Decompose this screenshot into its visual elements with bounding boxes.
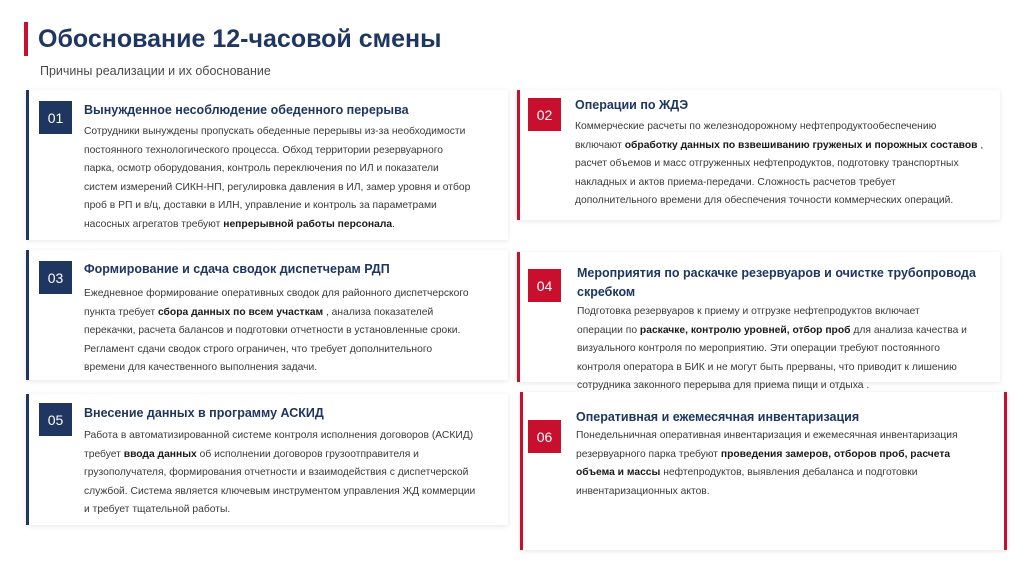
card-accent-edge [517,90,520,220]
highlight-text: сбора данных по всем участкам [157,306,324,318]
reason-card-05 [26,394,508,525]
card-number-badge: 02 [528,98,561,131]
card-text: Сотрудники вынуждены пропускать обеденные перерывы из-за необходимости постоянного технологического процесса. Обход территории резервуарного парка, осмотр оборудования, контроль переключения по ИЛ и показатели систем измерений СИКН-НП, регулировка давления в ИЛ, замер уровня и отбор проб в РП и в/ц, доставки в ИЛН, управление и контроль за параметрами насосных агрегатов требуют непрерывной работы персонала. [84,126,471,230]
highlight-text: ввода данных [123,448,197,460]
page-title: Обоснование 12-часовой смены [38,25,442,53]
page-subtitle: Причины реализации и их обоснование [40,64,271,78]
highlight-text: непрерывной работы персонала [223,218,393,230]
reason-card-02 [517,90,1000,220]
card-accent-edge [517,252,520,382]
reason-card-01 [26,90,508,240]
card-title: Формирование и сдача сводок диспетчерам РДП [84,262,390,276]
card-text: Ежедневное формирование оперативных сводок для районного диспетчерского пункта требует сбора данных по всем участкам , анализа показателей перекачки, расчета балансов и подготовки отчетности в установленные сроки. Регламент сдачи сводок строго ограничен, что требует дополнительного времени для качественного выполнения задачи. [84,288,469,373]
card-title: Вынужденное несоблюдение обеденного перерыва [84,103,409,117]
card-number-badge: 01 [39,101,72,134]
reason-card-06 [520,392,1007,550]
card-title: Оперативная и ежемесячная инвентаризация [576,410,860,424]
highlight-text: раскачке, контролю уровней, отбор проб [639,324,851,336]
highlight-text: обработку данных по взвешиванию груженых и порожных составов [624,139,978,151]
card-accent-edge [26,394,29,525]
highlight-text: проведения замеров, отборов проб, расчета [720,448,951,460]
card-title: Внесение данных в программу АСКИД [84,406,324,420]
card-number-badge: 06 [528,420,561,453]
card-accent-edge [26,90,29,240]
reason-card-04 [517,252,1000,391]
card-accent-edge [520,392,523,550]
card-accent-edge [26,250,29,380]
card-number-badge: 03 [39,261,72,294]
highlight-text: объема и массы [576,467,661,478]
card-text: Коммерческие расчеты по железнодорожному нефтепродуктообеспечению включают обработку данных по взвешиванию груженых и порожных составов , расчет объемов и масс отгруженных нефтепродуктов, подготовку транспортных накладных и актов приема-передачи. Сложность расчетов требует дополнительного времени для обеспечения точности коммерческих операций. [575,121,984,206]
card-number-badge: 05 [39,403,72,436]
card-accent-edge-right [1004,392,1007,550]
card-title: Операции по ЖДЭ [575,98,689,112]
card-number-badge: 04 [528,269,561,302]
card-text: Понедельничная оперативная инвентаризация и ежемесячная инвентаризация резервуарного парка требуют проведения замеров, отборов проб, расчета объема и массы нефтепродуктов, выявления дебаланса и подготовки инвентаризационных актов. [576,430,958,497]
reason-card-03 [26,250,508,380]
title-accent-bar [24,22,28,56]
card-text: Работа в автоматизированной системе контроля исполнения договоров (АСКИД) требует ввода данных об исполнении договоров грузоотправителя и грузополучателя, формирования отчетности и взаимодействия с диспетчерской службой. Система является ключевым инструментом управления ЖД коммерции и требует тщательной работы. [84,430,476,515]
card-title: Мероприятия по раскачке резервуаров и очистке трубопровода скребком [577,266,976,299]
card-text: Подготовка резервуаров к приему и отгрузке нефтепродуктов включает операции по раскачке, контролю уровней, отбор проб для анализа качества и визуального контроля по мероприятию. Эти операции требуют постоянного контроля оператора в БИК и не могут быть прерваны, что приводит к лишению сотрудника законного перерыва для приема пищи и отдыха . [577,306,967,391]
